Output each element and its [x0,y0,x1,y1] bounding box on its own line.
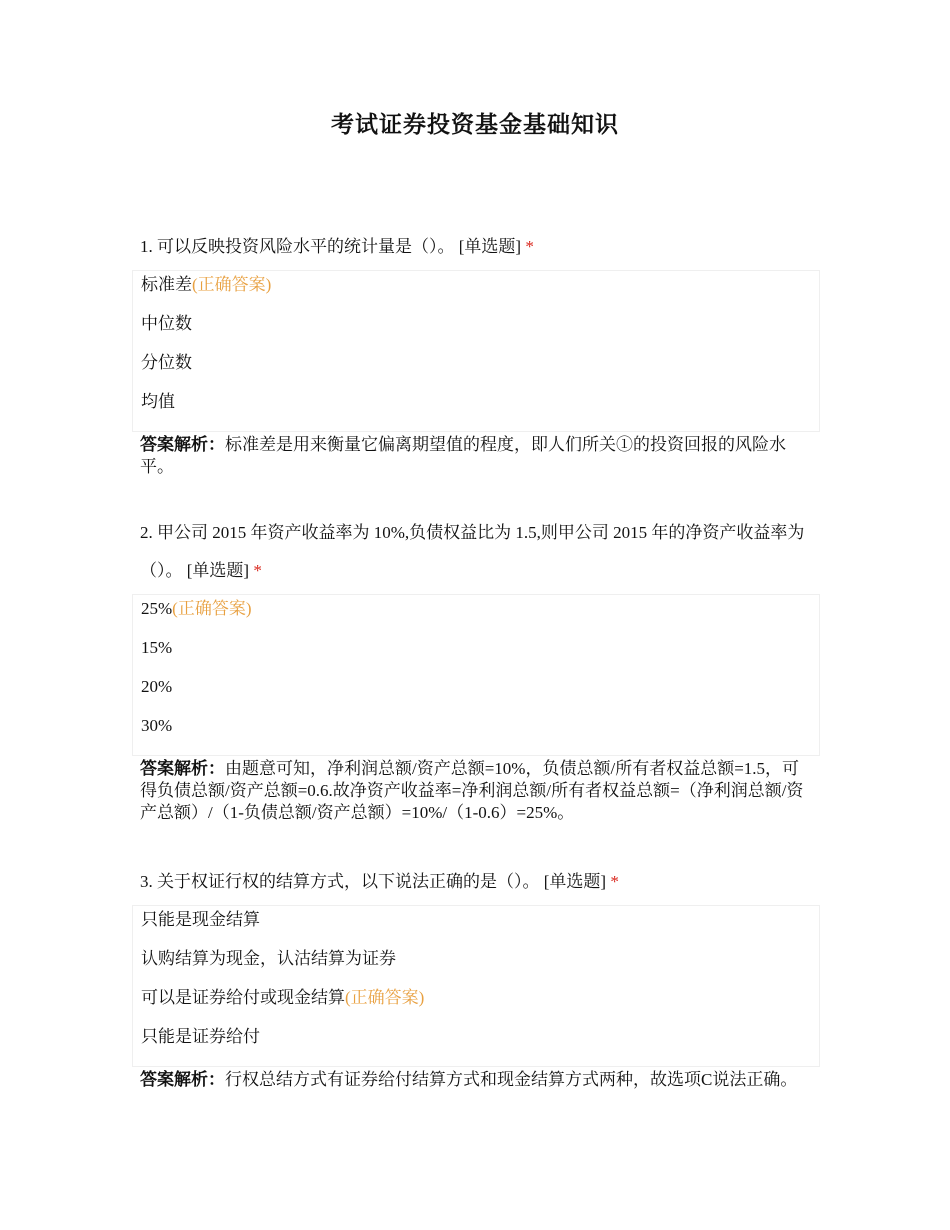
option-item[interactable]: 分位数 [141,353,192,372]
option-list [132,594,820,756]
question-text: 2. 甲公司 2015 年资产收益率为 10%,负债权益比为 1.5,则甲公司 2015 年的净资产收益率为（）。 [单选题] * [140,523,805,580]
option-item[interactable]: 只能是证券给付 [141,1027,260,1046]
option-list [132,905,820,1067]
question-text: 3. 关于权证行权的结算方式，以下说法正确的是（）。 [单选题] * [140,872,619,891]
option-item[interactable]: 均值 [141,392,175,411]
required-mark: * [525,237,534,256]
option-item[interactable]: 可以是证券给付或现金结算(正确答案) [141,988,425,1007]
page-title: 考试证券投资基金基础知识 [331,112,619,137]
question-text: 1. 可以反映投资风险水平的统计量是（）。 [单选题] * [140,237,534,256]
question-3 [132,863,820,1091]
option-item[interactable]: 标准差(正确答案) [141,275,272,294]
correct-answer-tag: (正确答案) [172,599,252,618]
correct-answer-tag: (正确答案) [345,988,425,1007]
correct-answer-tag: (正确答案) [192,275,272,294]
answer-explanation: 答案解析：行权总结方式有证券给付结算方式和现金结算方式两种，故选项C说法正确。 [140,1070,798,1089]
question-2 [132,514,820,824]
option-item[interactable]: 认购结算为现金，认沽结算为证券 [141,949,396,968]
option-item[interactable]: 只能是现金结算 [141,910,260,929]
answer-explanation: 答案解析：标准差是用来衡量它偏离期望值的程度，即人们所关①的投资回报的风险水平。 [140,435,786,476]
option-item[interactable]: 25%(正确答案) [141,599,252,618]
answer-explanation: 答案解析：由题意可知，净利润总额/资产总额=10%，负债总额/所有者权益总额=1.5，可得负债总额/资产总额=0.6.故净资产收益率=净利润总额/所有者权益总额=（净利润总额/资产总额）/（1-负债总额/资产总额）=10%/（1-0.6）=25%。 [140,759,804,822]
required-mark: * [253,561,262,580]
option-item[interactable]: 中位数 [141,314,192,333]
option-list [132,270,820,432]
question-1 [132,228,820,478]
option-item[interactable]: 20% [141,677,173,696]
option-item[interactable]: 15% [141,638,173,657]
required-mark: * [610,872,619,891]
option-item[interactable]: 30% [141,716,173,735]
